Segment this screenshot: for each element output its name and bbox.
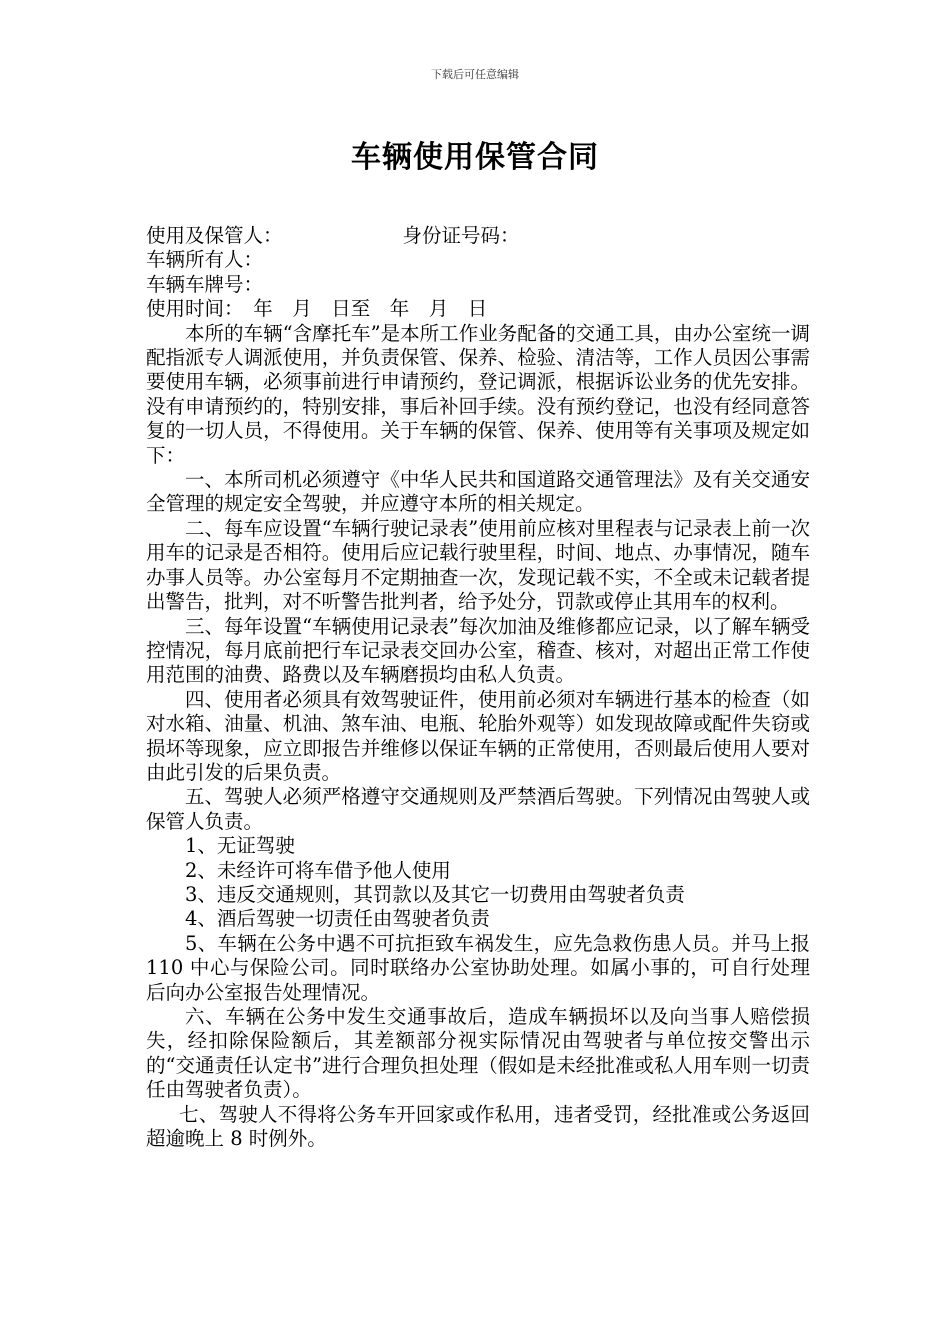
document-body (146, 224, 810, 1151)
paragraph-4: 四、使用者必须具有效驾驶证件，使用前必须对车辆进行基本的检查（如对水箱、油量、机油、煞车油、电瓶、轮胎外观等）如发现故障或配件失窃或损坏等现象，应立即报告并维修以保证车辆的正常使用，否则最后使用人要对由此引发的后果负责。 (146, 687, 810, 784)
field-id-number: 身份证号码： (402, 224, 520, 247)
paragraph-3: 三、每年设置“车辆使用记录表”每次加油及维修都应记录，以了解车辆受控情况，每月底前把行车记录表交回办公室，稽查、核对，对超出正常工作使用范围的油费、路费以及车辆磨损均由私人负责。 (146, 614, 810, 687)
paragraph-intro: 本所的车辆“含摩托车”是本所工作业务配备的交通工具，由办公室统一调配指派专人调派使用，并负责保管、保养、检验、清洁等，工作人员因公事需要使用车辆，必须事前进行申请预约，登记调派，根据诉讼业务的优先安排。没有申请预约的，特别安排，事后补回手续。没有预约登记，也没有经同意答复的一切人员，不得使用。关于车辆的保管、保养、使用等有关事项及规定如下： (146, 321, 810, 467)
list-item: 1、无证驾驶 (185, 834, 295, 858)
field-plate: 车辆车牌号： (146, 272, 264, 296)
list-item: 4、酒后驾驶一切责任由驾驶者负责 (185, 907, 490, 931)
field-user-keeper: 使用及保管人： (146, 224, 283, 247)
paragraph-5: 五、驾驶人必须严格遵守交通规则及严禁酒后驾驶。下列情况由驾驶人或保管人负责。 (146, 785, 810, 833)
document-title: 车辆使用保管合同 (351, 140, 599, 175)
list-item: 3、违反交通规则，其罚款以及其它一切费用由驾驶者负责 (185, 882, 685, 906)
list-item: 2、未经许可将车借予他人使用 (185, 858, 451, 882)
paragraph-7: 七、驾驶人不得将公务车开回家或作私用，违者受罚，经批准或公务返回超逾晚上 8 时例外。 (146, 1102, 810, 1151)
field-owner: 车辆所有人： (146, 248, 264, 272)
paragraph-5-item-5: 5、车辆在公务中遇不可抗拒致车祸发生，应先急救伤患人员。并马上报 110 中心与保险公司。同时联络办公室协助处理。如属小事的，可自行处理后向办公室报告处理情况。 (146, 931, 810, 1004)
field-row-user (146, 224, 810, 248)
paragraph-6: 六、车辆在公务中发生交通事故后，造成车辆损坏以及向当事人赔偿损失，经扣除保险额后，其差额部分视实际情况由驾驶者与单位按交警出示的“交通责任认定书”进行合理负担处理（假如是未经批准或私人用车则一切责任由驾驶者负责）。 (146, 1005, 810, 1102)
field-period: 使用时间： 年 月 日至 年 月 日 (146, 297, 488, 321)
header-note: 下载后可任意编辑 (431, 68, 519, 81)
paragraph-2: 二、每车应设置“车辆行驶记录表”使用前应核对里程表与记录表上前一次用车的记录是否相符。使用后应记载行驶里程，时间、地点、办事情况，随车办事人员等。办公室每月不定期抽查一次，发现记载不实，不全或未记载者提出警告，批判，对不听警告批判者，给予处分，罚款或停止其用车的权利。 (146, 516, 810, 614)
paragraph-1: 一、本所司机必须遵守《中华人民共和国道路交通管理法》及有关交通安全管理的规定安全驾驶，并应遵守本所的相关规定。 (146, 468, 810, 516)
